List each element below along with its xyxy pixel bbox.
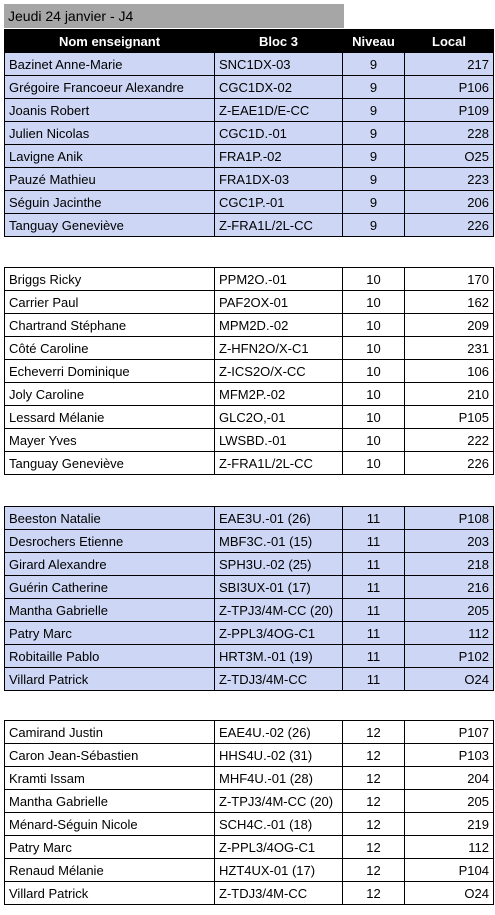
- bloc-cell: SBI3UX-01 (17): [215, 576, 343, 599]
- teacher-name-cell: Séguin Jacinthe: [5, 191, 215, 214]
- niveau-cell: 12: [343, 767, 405, 790]
- niveau-cell: 12: [343, 744, 405, 767]
- bloc-cell: CGC1DX-02: [215, 76, 343, 99]
- teacher-name-cell: Carrier Paul: [5, 291, 215, 314]
- bloc-cell: MHF4U.-01 (28): [215, 767, 343, 790]
- table-row: [5, 882, 494, 905]
- table-row: [5, 53, 494, 76]
- group-table-niveau-10: [4, 267, 494, 475]
- teacher-name-cell: Tanguay Geneviève: [5, 452, 215, 475]
- bloc-cell: Z-TDJ3/4M-CC: [215, 882, 343, 905]
- local-cell: 112: [405, 836, 494, 859]
- bloc-cell: EAE4U.-02 (26): [215, 721, 343, 744]
- teacher-name-cell: Grégoire Francoeur Alexandre: [5, 76, 215, 99]
- bloc-cell: LWSBD.-01: [215, 429, 343, 452]
- bloc-cell: Z-EAE1D/E-CC: [215, 99, 343, 122]
- niveau-cell: 11: [343, 530, 405, 553]
- bloc-cell: Z-TPJ3/4M-CC (20): [215, 599, 343, 622]
- teacher-name-cell: Briggs Ricky: [5, 268, 215, 291]
- table-row: [5, 813, 494, 836]
- niveau-cell: 10: [343, 452, 405, 475]
- table-row: [5, 576, 494, 599]
- niveau-cell: 10: [343, 360, 405, 383]
- teacher-name-cell: Mayer Yves: [5, 429, 215, 452]
- teacher-name-cell: Renaud Mélanie: [5, 859, 215, 882]
- local-cell: 226: [405, 214, 494, 237]
- table-row: [5, 122, 494, 145]
- local-cell: O24: [405, 882, 494, 905]
- table-row: [5, 836, 494, 859]
- local-cell: 219: [405, 813, 494, 836]
- niveau-cell: 12: [343, 721, 405, 744]
- table-row: [5, 383, 494, 406]
- teacher-name-cell: Echeverri Dominique: [5, 360, 215, 383]
- teacher-name-cell: Côté Caroline: [5, 337, 215, 360]
- niveau-cell: 11: [343, 645, 405, 668]
- table-row: [5, 191, 494, 214]
- local-cell: P107: [405, 721, 494, 744]
- teacher-name-cell: Villard Patrick: [5, 668, 215, 691]
- bloc-cell: EAE3U.-01 (26): [215, 507, 343, 530]
- local-cell: P105: [405, 406, 494, 429]
- table-row: [5, 790, 494, 813]
- table-row: [5, 268, 494, 291]
- local-cell: 210: [405, 383, 494, 406]
- bloc-cell: MBF3C.-01 (15): [215, 530, 343, 553]
- niveau-cell: 10: [343, 291, 405, 314]
- bloc-cell: PAF2OX-01: [215, 291, 343, 314]
- niveau-cell: 10: [343, 406, 405, 429]
- niveau-cell: 12: [343, 882, 405, 905]
- local-cell: 218: [405, 553, 494, 576]
- local-cell: P109: [405, 99, 494, 122]
- local-cell: 203: [405, 530, 494, 553]
- teacher-name-cell: Desrochers Etienne: [5, 530, 215, 553]
- niveau-cell: 9: [343, 145, 405, 168]
- table-row: [5, 337, 494, 360]
- teacher-name-cell: Girard Alexandre: [5, 553, 215, 576]
- niveau-cell: 11: [343, 622, 405, 645]
- group-table-niveau-9: [4, 52, 494, 237]
- niveau-cell: 10: [343, 337, 405, 360]
- bloc-cell: FRA1DX-03: [215, 168, 343, 191]
- niveau-cell: 9: [343, 53, 405, 76]
- bloc-cell: SNC1DX-03: [215, 53, 343, 76]
- table-row: [5, 530, 494, 553]
- local-cell: P106: [405, 76, 494, 99]
- table-row: [5, 168, 494, 191]
- table-row: [5, 429, 494, 452]
- teacher-name-cell: Pauzé Mathieu: [5, 168, 215, 191]
- bloc-cell: Z-ICS2O/X-CC: [215, 360, 343, 383]
- teacher-name-cell: Beeston Natalie: [5, 507, 215, 530]
- table-row: [5, 99, 494, 122]
- local-cell: P108: [405, 507, 494, 530]
- bloc-cell: MFM2P.-02: [215, 383, 343, 406]
- bloc-cell: Z-TDJ3/4M-CC: [215, 668, 343, 691]
- teacher-name-cell: Caron Jean-Sébastien: [5, 744, 215, 767]
- local-cell: P103: [405, 744, 494, 767]
- table-row: [5, 744, 494, 767]
- niveau-cell: 11: [343, 553, 405, 576]
- page-title: Jeudi 24 janvier - J4: [4, 4, 344, 28]
- table-row: [5, 291, 494, 314]
- niveau-cell: 12: [343, 813, 405, 836]
- local-cell: P104: [405, 859, 494, 882]
- teacher-name-cell: Joly Caroline: [5, 383, 215, 406]
- niveau-cell: 9: [343, 99, 405, 122]
- niveau-cell: 9: [343, 191, 405, 214]
- table-row: [5, 721, 494, 744]
- teacher-name-cell: Patry Marc: [5, 622, 215, 645]
- teacher-name-cell: Joanis Robert: [5, 99, 215, 122]
- teacher-name-cell: Robitaille Pablo: [5, 645, 215, 668]
- local-cell: 226: [405, 452, 494, 475]
- niveau-cell: 10: [343, 314, 405, 337]
- table-row: [5, 145, 494, 168]
- niveau-cell: 9: [343, 168, 405, 191]
- teacher-name-cell: Villard Patrick: [5, 882, 215, 905]
- niveau-cell: 9: [343, 76, 405, 99]
- bloc-cell: MPM2D.-02: [215, 314, 343, 337]
- teacher-name-cell: Julien Nicolas: [5, 122, 215, 145]
- bloc-cell: SPH3U.-02 (25): [215, 553, 343, 576]
- column-header-bloc: Bloc 3: [215, 30, 343, 53]
- column-header-name: Nom enseignant: [5, 30, 215, 53]
- bloc-cell: Z-PPL3/4OG-C1: [215, 836, 343, 859]
- table-row: [5, 214, 494, 237]
- bloc-cell: Z-PPL3/4OG-C1: [215, 622, 343, 645]
- teacher-name-cell: Camirand Justin: [5, 721, 215, 744]
- niveau-cell: 12: [343, 790, 405, 813]
- teacher-name-cell: Ménard-Séguin Nicole: [5, 813, 215, 836]
- local-cell: 222: [405, 429, 494, 452]
- bloc-cell: HZT4UX-01 (17): [215, 859, 343, 882]
- table-row: [5, 452, 494, 475]
- group-table-niveau-11: [4, 506, 494, 691]
- local-cell: 228: [405, 122, 494, 145]
- local-cell: 217: [405, 53, 494, 76]
- local-cell: 206: [405, 191, 494, 214]
- header-table: [4, 29, 494, 53]
- bloc-cell: Z-HFN2O/X-C1: [215, 337, 343, 360]
- teacher-name-cell: Mantha Gabrielle: [5, 790, 215, 813]
- header-row: [5, 30, 494, 53]
- teacher-name-cell: Mantha Gabrielle: [5, 599, 215, 622]
- column-header-local: Local: [405, 30, 494, 53]
- local-cell: 205: [405, 790, 494, 813]
- niveau-cell: 11: [343, 599, 405, 622]
- teacher-name-cell: Guérin Catherine: [5, 576, 215, 599]
- niveau-cell: 10: [343, 268, 405, 291]
- bloc-cell: FRA1P.-02: [215, 145, 343, 168]
- teacher-name-cell: Kramti Issam: [5, 767, 215, 790]
- bloc-cell: CGC1P.-01: [215, 191, 343, 214]
- teacher-name-cell: Tanguay Geneviève: [5, 214, 215, 237]
- local-cell: 112: [405, 622, 494, 645]
- table-row: [5, 76, 494, 99]
- table-row: [5, 859, 494, 882]
- local-cell: P102: [405, 645, 494, 668]
- niveau-cell: 10: [343, 429, 405, 452]
- bloc-cell: GLC2O,-01: [215, 406, 343, 429]
- local-cell: 209: [405, 314, 494, 337]
- group-table-niveau-12: [4, 720, 494, 905]
- niveau-cell: 12: [343, 859, 405, 882]
- table-row: [5, 645, 494, 668]
- local-cell: 106: [405, 360, 494, 383]
- local-cell: 162: [405, 291, 494, 314]
- teacher-name-cell: Chartrand Stéphane: [5, 314, 215, 337]
- local-cell: 204: [405, 767, 494, 790]
- table-row: [5, 668, 494, 691]
- local-cell: 223: [405, 168, 494, 191]
- column-header-niveau: Niveau: [343, 30, 405, 53]
- table-row: [5, 622, 494, 645]
- local-cell: 205: [405, 599, 494, 622]
- bloc-cell: SCH4C.-01 (18): [215, 813, 343, 836]
- local-cell: 216: [405, 576, 494, 599]
- niveau-cell: 9: [343, 214, 405, 237]
- bloc-cell: CGC1D.-01: [215, 122, 343, 145]
- niveau-cell: 11: [343, 507, 405, 530]
- local-cell: 170: [405, 268, 494, 291]
- niveau-cell: 10: [343, 383, 405, 406]
- table-row: [5, 360, 494, 383]
- niveau-cell: 11: [343, 576, 405, 599]
- niveau-cell: 11: [343, 668, 405, 691]
- niveau-cell: 9: [343, 122, 405, 145]
- bloc-cell: Z-FRA1L/2L-CC: [215, 214, 343, 237]
- table-row: [5, 314, 494, 337]
- local-cell: O24: [405, 668, 494, 691]
- bloc-cell: Z-TPJ3/4M-CC (20): [215, 790, 343, 813]
- table-row: [5, 553, 494, 576]
- table-row: [5, 507, 494, 530]
- teacher-name-cell: Lessard Mélanie: [5, 406, 215, 429]
- table-row: [5, 599, 494, 622]
- teacher-name-cell: Patry Marc: [5, 836, 215, 859]
- bloc-cell: HHS4U.-02 (31): [215, 744, 343, 767]
- teacher-name-cell: Bazinet Anne-Marie: [5, 53, 215, 76]
- niveau-cell: 12: [343, 836, 405, 859]
- bloc-cell: Z-FRA1L/2L-CC: [215, 452, 343, 475]
- table-row: [5, 406, 494, 429]
- local-cell: O25: [405, 145, 494, 168]
- bloc-cell: PPM2O.-01: [215, 268, 343, 291]
- local-cell: 231: [405, 337, 494, 360]
- teacher-name-cell: Lavigne Anik: [5, 145, 215, 168]
- bloc-cell: HRT3M.-01 (19): [215, 645, 343, 668]
- table-row: [5, 767, 494, 790]
